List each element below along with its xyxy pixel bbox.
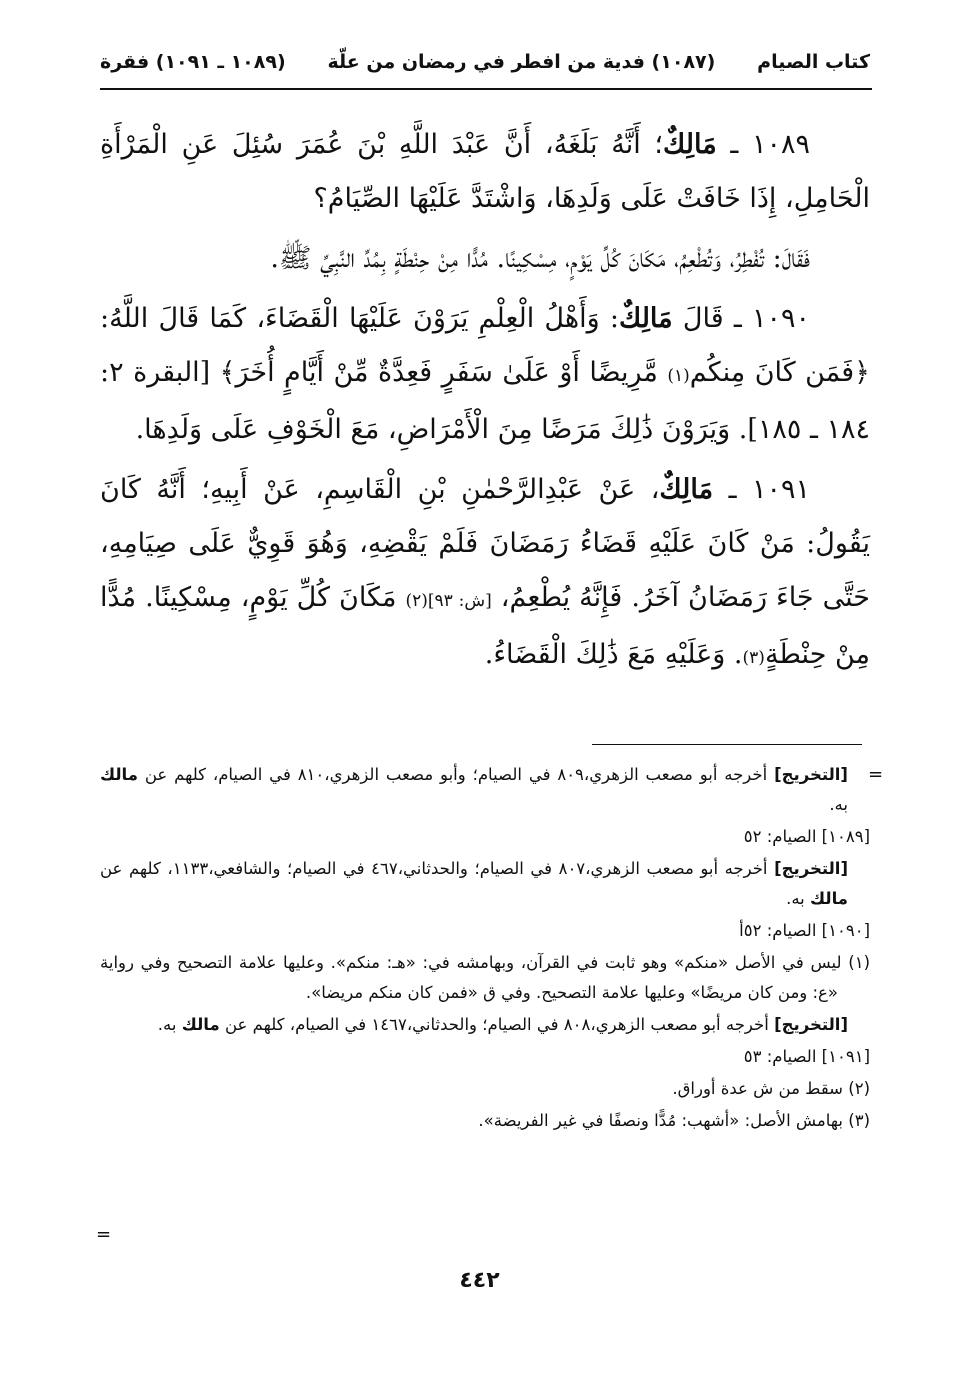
paragraph-1090	[100, 292, 870, 457]
footnote-marker: (٣)	[742, 648, 765, 668]
paragraph-text: ؛ أَنَّهُ بَلَغَهُ، أَنَّ عَبْدَ اللَّهِ بْنَ عُمَرَ سُئِلَ عَنِ الْمَرْأَةِ الْحَامِلِ، إِذَا خَافَتْ عَلَى وَلَدِهَا، وَاشْتَدَّ عَلَيْهَا الصِّيَامُ؟	[100, 129, 870, 214]
paragraph-number: ١٠٨٩ ـ	[730, 129, 810, 160]
main-text	[100, 118, 870, 691]
paragraph-text: فَقَالَ: تُفْطِرُ، وَتُطْعِمُ، مَكَانَ كُلِّ يَوْمٍ، مِسْكِينًا. مُدًّا مِنْ حِنْطَةٍ بِمُدِّ النَّبِيِّ ﷺ.	[270, 243, 810, 274]
takhrij-label: [التخريج]	[774, 765, 848, 784]
narrator-name: مَالِكٌ	[618, 303, 673, 334]
paragraph-1091	[100, 463, 870, 685]
footnote-3: (٣) بهامش الأصل: «أشهب: مُدًّا ونصفًا في غير الفريضة».	[478, 1111, 870, 1130]
continuation-mark: =	[96, 1224, 112, 1245]
paragraph-number: ١٠٩٠ ـ	[733, 303, 810, 334]
paragraph-text: مَّرِيضًا أَوْ عَلَىٰ سَفَرٍ فَعِدَّةٌ مِّنْ أَيَّامٍ أُخَرَ﴾ [البقرة ٢: ١٨٤ ـ ١٨٥]. وَيَرَوْنَ ذَٰلِكَ مَرَضًا مِنَ الْأَمْرَاضِ، مَعَ الْخَوْفِ عَلَى وَلَدِهَا.	[100, 357, 870, 445]
paragraph-text: . وَعَلَيْهِ مَعَ ذَٰلِكَ الْقَضَاءُ.	[484, 639, 743, 670]
takhrij-note	[100, 760, 870, 820]
footnote-1: (١) ليس في الأصل «منكم» وهو ثابت في القرآن، وبهامشه في: «هـ: منكم». وعليها علامة التصحيح وفي رواية «ع: ومن كان مريضًا» وعليها علامة التصحيح. وفي ق «فمن كان منكم مريضا».	[100, 953, 870, 1002]
footnotes	[100, 760, 870, 1138]
footnote-2: (٢) سقط من ش عدة أوراق.	[672, 1079, 870, 1098]
footnote-separator	[592, 744, 862, 745]
takhrij-label: [التخريج]	[774, 859, 849, 878]
malik-name: مالك	[181, 1015, 220, 1034]
footnote-marker: (٢)	[405, 591, 428, 611]
paragraph-1089	[100, 118, 870, 226]
page-number: ٤٤٢	[459, 1268, 500, 1293]
running-header	[100, 44, 870, 80]
book-title: كتاب الصيام	[757, 51, 870, 73]
footnote-marker: (١)	[667, 366, 690, 386]
malik-name: مالك	[100, 765, 138, 784]
header-divider	[100, 88, 872, 90]
paragraph-text: : وَأَهْلُ الْعِلْمِ يَرَوْنَ عَلَيْهَا الْقَضَاءَ، كَمَا قَالَ اللَّهُ: ﴿فَمَن كَانَ مِنكُم	[100, 303, 870, 388]
note-text: أخرجه أبو مصعب الزهري،٨٠٧ في الصيام؛ والحدثاني،٤٦٧ في الصيام؛ والشافعي،١١٣٣، كلهم عن	[100, 859, 768, 878]
continuation-mark: =	[868, 764, 884, 785]
note-text: أخرجه أبو مصعب الزهري،٨٠٨ في الصيام؛ والحدثاني،١٤٦٧ في الصيام، كلهم عن	[224, 1015, 769, 1034]
note-text: به.	[786, 889, 805, 908]
reference-1090: [١٠٩٠] الصيام: ٥٢أ	[739, 921, 870, 940]
paragraph-1089-answer	[100, 232, 870, 286]
narrator-name: مَالِكٌ	[659, 474, 714, 505]
reference-1089: [١٠٨٩] الصيام: ٥٢	[743, 827, 870, 846]
paragraph-text: ، عَنْ عَبْدِالرَّحْمٰنِ بْنِ الْقَاسِمِ، عَنْ أَبِيهِ؛ أَنَّهُ كَانَ يَقُولُ: مَنْ كَانَ عَلَيْهِ قَضَاءُ رَمَضَانَ فَلَمْ يَقْضِهِ، وَهُوَ قَوِيٌّ عَلَى صِيَامِهِ، حَتَّى جَاءَ رَمَضَانُ آخَرُ. فَإِنَّهُ يُطْعِمُ،	[100, 474, 870, 613]
note-text: به.	[829, 795, 848, 814]
note-text: أخرجه أبو مصعب الزهري،٨٠٩ في الصيام؛ وأبو مصعب الزهري،٨١٠ في الصيام، كلهم عن	[144, 765, 768, 784]
malik-name: مالك	[810, 889, 848, 908]
paragraph-number: ١٠٩١ ـ	[728, 474, 810, 505]
note-text: به.	[157, 1015, 177, 1034]
narrator-name: مَالِكٌ	[663, 129, 717, 160]
page-reference: [ش: ٩٣]	[427, 591, 492, 611]
paragraph-range: (١٠٨٩ ـ ١٠٩١) فقرة	[100, 51, 286, 73]
paragraph-text: مَكَانَ كُلِّ يَوْمٍ، مِسْكِينًا. مُدًّا مِنْ حِنْطَةٍ	[100, 582, 870, 670]
reference-1091: [١٠٩١] الصيام: ٥٣	[743, 1047, 870, 1066]
takhrij-note	[100, 1010, 870, 1040]
paragraph-text: قَالَ	[682, 303, 724, 334]
takhrij-note	[100, 854, 870, 914]
chapter-title: (١٠٨٧) فدية من افطر في رمضان من علّة	[327, 51, 716, 73]
takhrij-label: [التخريج]	[774, 1015, 848, 1034]
